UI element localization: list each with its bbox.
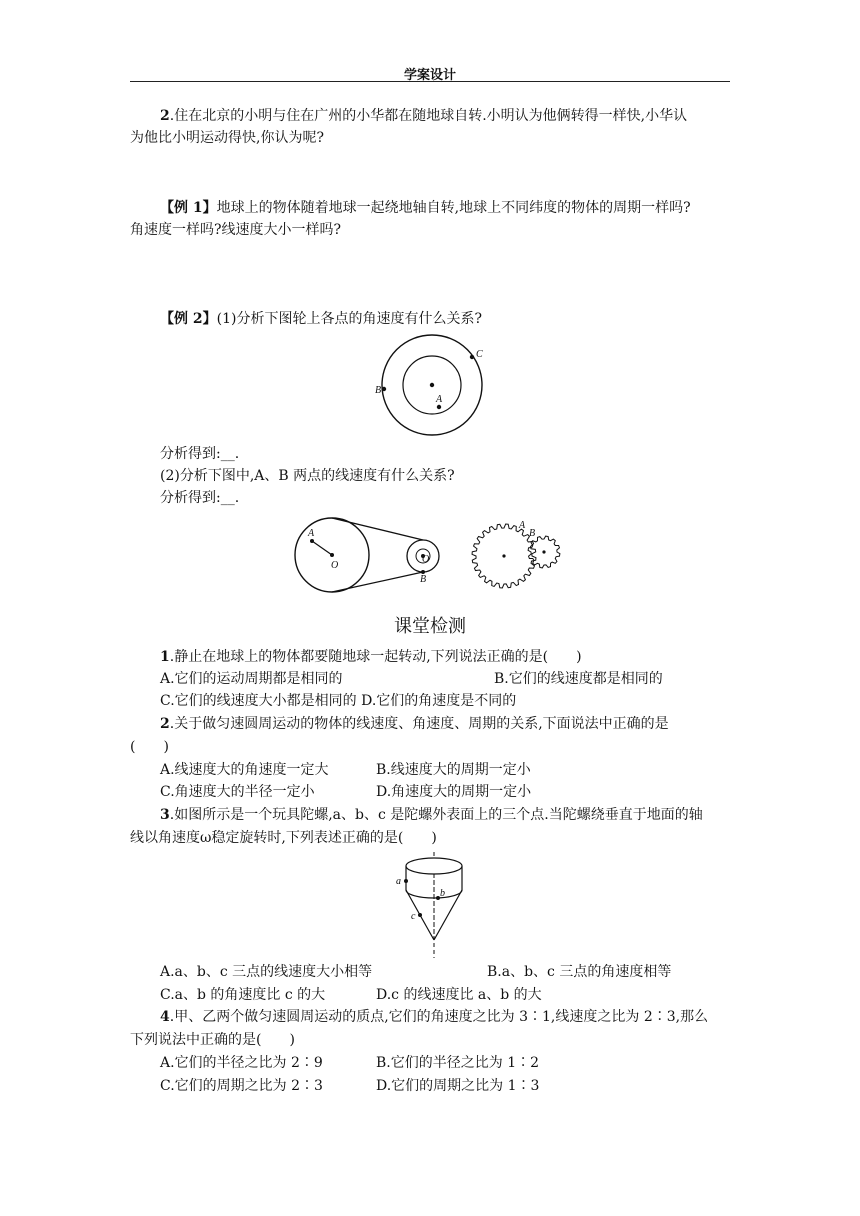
label-b: B — [420, 574, 427, 585]
q2-number: 2 — [160, 108, 170, 124]
belt-figure — [290, 512, 440, 602]
check-q2-option-c: C.角速度大的半径一定小 — [160, 784, 315, 800]
gear-figure — [468, 516, 568, 596]
center-o1 — [330, 553, 334, 557]
label-c: c — [411, 911, 416, 922]
check-q1-stem — [160, 647, 582, 667]
check-q4-option-b: B.它们的半径之比为 1∶2 — [376, 1055, 540, 1071]
check-q3-option-c: C.a、b 的角速度比 c 的大 — [160, 987, 326, 1003]
belt-top — [332, 518, 423, 540]
point-a — [310, 539, 314, 543]
check-q2-stem1 — [160, 714, 669, 734]
check-q1-text: .静止在地球上的物体都要随地球一起转动,下列说法正确的是( ) — [169, 649, 582, 665]
check-q2-stem2: ( ) — [130, 739, 169, 755]
check-q4-option-c: C.它们的周期之比为 2∶3 — [160, 1078, 323, 1094]
check-q4-option-d: D.它们的周期之比为 1∶3 — [376, 1078, 540, 1094]
label-o1: O — [331, 560, 339, 571]
check-q3-option-a: A.a、b、c 三点的线速度大小相等 — [160, 964, 373, 980]
ex2-part1: (1)分析下图轮上各点的角速度有什么关系? — [216, 311, 482, 327]
check-q4-text1: .甲、乙两个做匀速圆周运动的质点,它们的角速度之比为 3∶1,线速度之比为 2∶3,那么 — [169, 1009, 709, 1025]
check-q3-stem2: 线以角速度ω稳定旋转时,下列表述正确的是( ) — [130, 830, 437, 846]
check-q3-option-d: D.c 的线速度比 a、b 的大 — [376, 987, 542, 1003]
section-title: 课堂检测 — [394, 616, 466, 637]
point-b — [382, 387, 386, 391]
point-a — [404, 879, 408, 883]
ex2-part2: (2)分析下图中,A、B 两点的线速度有什么关系? — [160, 468, 455, 484]
ex2-result2: 分析得到:__. — [160, 490, 240, 506]
check-q1-option-b: B.它们的线速度都是相同的 — [494, 671, 663, 687]
q2-line2: 为他比小明运动得快,你认为呢? — [130, 130, 324, 146]
label-b: B — [375, 385, 382, 396]
belt-bottom — [332, 572, 423, 592]
label-c: C — [476, 349, 483, 360]
label-o2: O — [422, 554, 430, 565]
large-gear-center — [502, 554, 505, 557]
radius-line — [312, 541, 332, 555]
q2-line1 — [160, 106, 687, 126]
label-a: A — [519, 520, 526, 531]
label-b: b — [440, 888, 445, 899]
check-q3-option-b: B.a、b、c 三点的角速度相等 — [487, 964, 672, 980]
label-a: A — [308, 528, 315, 539]
label-a: a — [396, 876, 401, 887]
check-q4-stem1 — [160, 1007, 708, 1027]
check-q2-number: 2 — [160, 716, 170, 732]
ex1-label: 【例 1】 — [160, 200, 217, 216]
header-rule — [130, 81, 730, 82]
check-q3-stem1 — [160, 805, 703, 825]
check-q2-option-b: B.线速度大的周期一定小 — [376, 762, 531, 778]
top-ellipse — [406, 858, 462, 874]
check-q1-number: 1 — [160, 649, 170, 665]
wheel-figure — [370, 334, 495, 442]
ex2-label: 【例 2】 — [160, 311, 217, 327]
check-q4-number: 4 — [160, 1009, 170, 1025]
top-figure — [392, 852, 472, 960]
check-q1-option-cd: C.它们的线速度大小都是相同的 D.它们的角速度是不同的 — [160, 693, 517, 709]
ex1-line2: 角速度一样吗?线速度大小一样吗? — [130, 222, 342, 238]
page-header: 学案设计 — [403, 68, 456, 83]
ex1-text1: 地球上的物体随着地球一起绕地轴自转,地球上不同纬度的物体的周期一样吗? — [216, 200, 691, 216]
check-q3-text1: .如图所示是一个玩具陀螺,a、b、c 是陀螺外表面上的三个点.当陀螺绕垂直于地面的轴 — [169, 807, 703, 823]
ex2-result1: 分析得到:__. — [160, 446, 240, 462]
check-q2-text1: .关于做匀速圆周运动的物体的线速度、角速度、周期的关系,下面说法中正确的是 — [169, 716, 669, 732]
q2-text1: .住在北京的小明与住在广州的小华都在随地球自转.小明认为他俩转得一样快,小华认 — [169, 108, 688, 124]
check-q1-option-a: A.它们的运动周期都是相同的 — [160, 671, 343, 687]
label-a: A — [436, 394, 443, 405]
point-c — [418, 913, 422, 917]
ex2-line1 — [160, 309, 482, 329]
point-c — [470, 355, 474, 359]
check-q2-option-d: D.角速度大的周期一定小 — [376, 784, 532, 800]
center-point — [430, 383, 434, 387]
point-a — [437, 405, 441, 409]
check-q3-number: 3 — [160, 807, 170, 823]
check-q4-option-a: A.它们的半径之比为 2∶9 — [160, 1055, 323, 1071]
check-q2-option-a: A.线速度大的角速度一定大 — [160, 762, 329, 778]
label-b: B — [529, 528, 536, 539]
check-q4-stem2: 下列说法中正确的是( ) — [130, 1032, 295, 1048]
ex1-line1 — [160, 198, 691, 218]
small-gear-center — [542, 550, 545, 553]
